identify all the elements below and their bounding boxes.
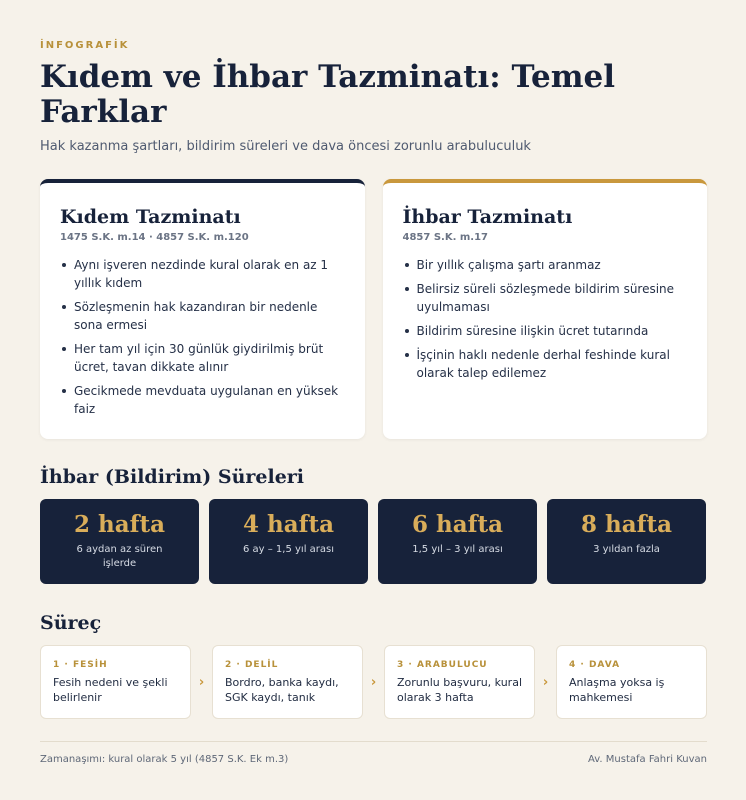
step-card (212, 645, 363, 719)
card-kidem (40, 179, 365, 439)
period-box (209, 499, 368, 584)
period-description: 6 aydan az süren işlerde (76, 544, 163, 569)
card-ihbar (383, 179, 708, 439)
period-description: 3 yıldan fazla (593, 544, 660, 555)
notice-periods-heading: İhbar (Bildirim) Süreleri (40, 466, 305, 488)
comparison-cards (40, 179, 707, 439)
list-item: Gecikmede mevduata uygulanan en yüksek faiz (60, 382, 345, 418)
chevron-right-icon: › (198, 674, 205, 690)
page-subtitle: Hak kazanma şartları, bildirim süreleri ve dava öncesi zorunlu arabuluculuk (40, 139, 531, 154)
page-title: Kıdem ve İhbar Tazminatı: Temel Farklar (40, 59, 616, 130)
period-value: 6 hafta (411, 511, 504, 538)
period-value: 2 hafta (73, 511, 166, 538)
notice-periods (40, 499, 707, 584)
card-list (403, 256, 688, 382)
chevron-right-icon: › (370, 674, 377, 690)
list-item: Aynı işveren nezdinde kural olarak en az 1 yıllık kıdem (60, 256, 345, 292)
chevron-right-icon: › (542, 674, 549, 690)
step-card (40, 645, 191, 719)
period-box (40, 499, 199, 584)
list-item: Belirsiz süreli sözleşmede bildirim süresine uyulmaması (403, 280, 688, 316)
list-item: İşçinin haklı nedenle derhal feshinde kural olarak talep edilemez (403, 346, 688, 382)
card-law-reference: 1475 S.K. m.14 · 4857 S.K. m.120 (60, 232, 249, 243)
period-description: 1,5 yıl – 3 yıl arası (412, 544, 503, 555)
step-label: 4 · DAVA (569, 660, 621, 670)
card-title: İhbar Tazminatı (402, 206, 573, 228)
period-box (547, 499, 706, 584)
list-item: Bir yıllık çalışma şartı aranmaz (403, 256, 688, 274)
footer (40, 741, 707, 766)
period-value: 8 hafta (580, 511, 673, 538)
period-box (378, 499, 537, 584)
infographic (40, 40, 707, 719)
process-steps (40, 645, 707, 719)
step-label: 1 · FESİH (53, 660, 108, 670)
step-card (556, 645, 707, 719)
card-law-reference: 4857 S.K. m.17 (402, 232, 488, 243)
author-credit: Av. Mustafa Fahri Kuvan (588, 754, 707, 765)
list-item: Bildirim süresine ilişkin ücret tutarında (403, 322, 688, 340)
step-description: Zorunlu başvuru, kural olarak 3 hafta (397, 676, 523, 704)
statute-of-limitations-note: Zamanaşımı: kural olarak 5 yıl (4857 S.K. Ek m.3) (40, 754, 289, 765)
step-label: 3 · ARABULUCU (397, 660, 488, 670)
card-list (60, 256, 345, 418)
process-heading: Süreç (40, 612, 102, 634)
step-description: Bordro, banka kaydı, SGK kaydı, tanık (225, 676, 339, 704)
list-item: Sözleşmenin hak kazandıran bir nedenle sona ermesi (60, 298, 345, 334)
eyebrow-label: İNFOGRAFİK (40, 40, 130, 51)
period-value: 4 hafta (242, 511, 335, 538)
list-item: Her tam yıl için 30 günlük giydirilmiş brüt ücret, tavan dikkate alınır (60, 340, 345, 376)
step-description: Anlaşma yoksa iş mahkemesi (569, 676, 665, 704)
step-label: 2 · DELİL (225, 660, 279, 670)
period-description: 6 ay – 1,5 yıl arası (242, 544, 335, 555)
card-title: Kıdem Tazminatı (60, 206, 241, 228)
step-card (384, 645, 535, 719)
step-description: Fesih nedeni ve şekli belirlenir (53, 676, 168, 704)
